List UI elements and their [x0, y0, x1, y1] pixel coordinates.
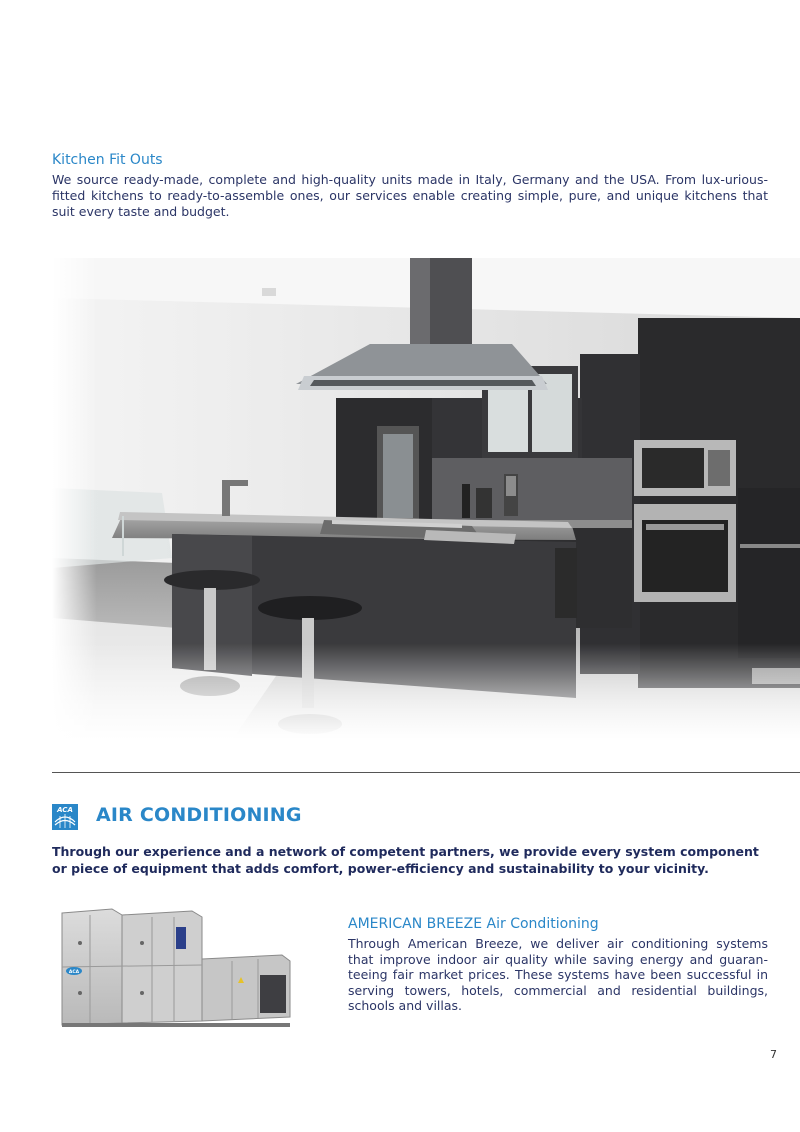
page-number: 7	[770, 1048, 777, 1061]
kitchen-fit-outs-heading: Kitchen Fit Outs	[52, 152, 163, 168]
unit-badge-text: ACA	[68, 970, 80, 975]
logo-text: ACA	[57, 806, 73, 814]
air-handling-unit-photo	[52, 903, 298, 1031]
aca-logo	[52, 804, 78, 830]
air-conditioning-intro: Through our experience and a network of competent partners, we provide every system component or piece of equipment that adds comfort, power-efficiency and sustainability to your vicinity.	[52, 844, 759, 876]
section-divider	[52, 772, 800, 773]
american-breeze-text: Through American Breeze, we deliver air conditioning systems that improve indoor air quality while saving energy and guaran-teeing fair market prices. These systems have been successful in serving towers, hotels, commercial and residential buildings, schools and villas.	[348, 936, 768, 1013]
american-breeze-heading: AMERICAN BREEZE Air Conditioning	[348, 916, 599, 932]
kitchen-fit-outs-text: We source ready-made, complete and high-quality units made in Italy, Germany and the USA. From lux-urious-fitted kitchens to ready-to-assemble ones, our services enable creating simple, pure, and unique kitchens that suit every taste and budget.	[52, 172, 768, 219]
air-conditioning-heading: AIR CONDITIONING	[96, 804, 302, 826]
kitchen-photo	[52, 258, 800, 740]
